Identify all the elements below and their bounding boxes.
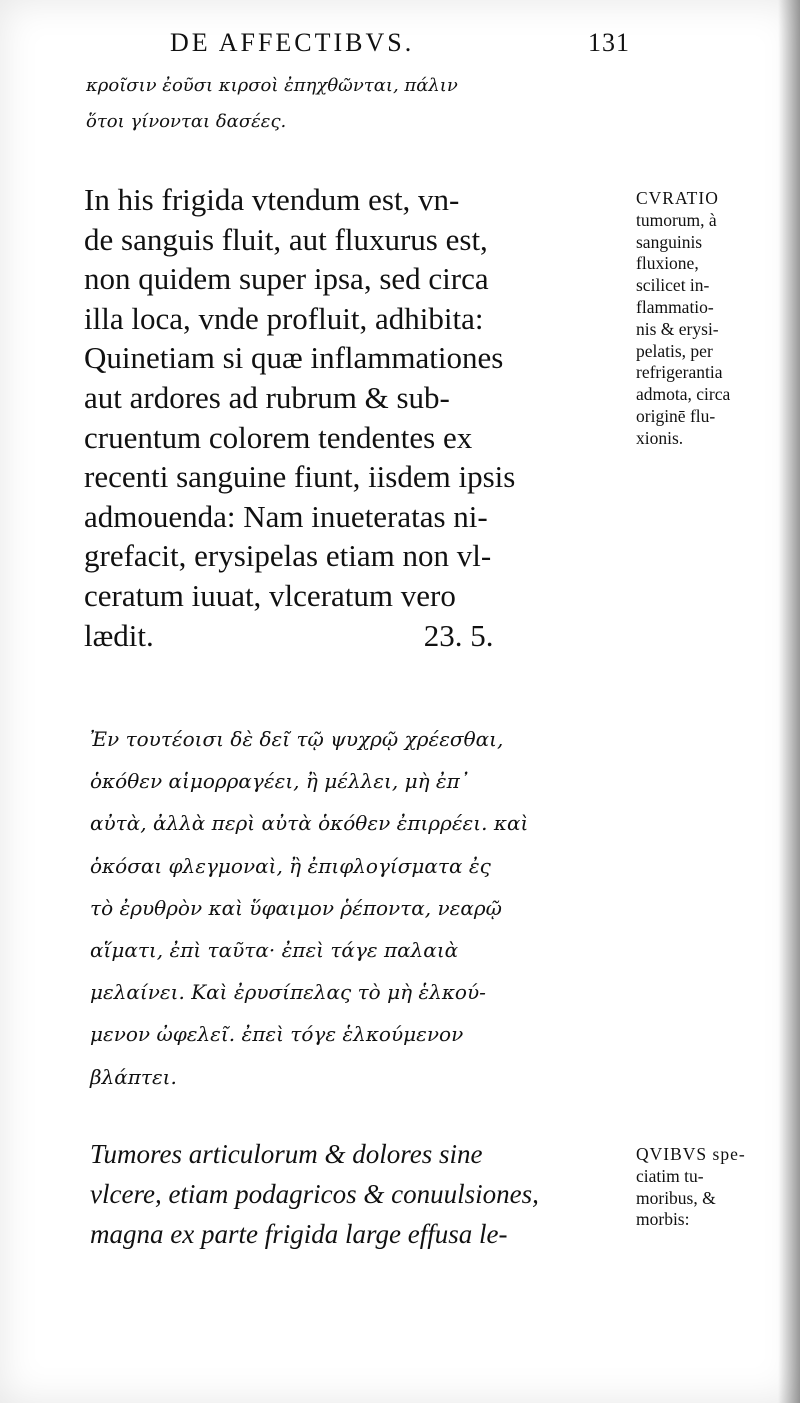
greek-line: αἵματι, ἐπὶ ταῦτα· ἐπεὶ τάγε παλαιὰ <box>90 938 459 963</box>
greek-top-lines <box>86 68 458 140</box>
margin-note-line: moribus, & <box>636 1187 716 1208</box>
running-head-title: DE AFFECTIBVS. <box>170 28 415 57</box>
margin-note-curatio <box>636 188 796 450</box>
latin-line: In his frigida vtendum est, vn- <box>84 182 460 217</box>
margin-note-line: refrigerantia <box>636 362 723 383</box>
latin-line: de sanguis fluit, aut fluxurus est, <box>84 221 488 257</box>
latin-line: ceratum iuuat, vlceratum vero <box>84 577 456 613</box>
latin-line: recenti sanguine fiunt, iisdem ipsis <box>84 459 516 495</box>
margin-note-line: admota, circa <box>636 384 731 405</box>
margin-note-quibus <box>636 1144 796 1231</box>
latin-line: grefacit, erysipelas etiam non vl- <box>84 538 492 574</box>
margin-note-line: fluxione, <box>636 253 699 274</box>
greek-line: μελαίνει. Καὶ ἐρυσίπελας τὸ μὴ ἑλκού- <box>90 980 486 1005</box>
margin-note-head: CVRATIO <box>636 188 719 208</box>
latin-line: Quinetiam si quæ inflammationes <box>84 340 504 376</box>
latin-line: non quidem super ipsa, sed circa <box>84 261 489 297</box>
latin-line-last <box>84 616 634 656</box>
running-head <box>170 28 630 62</box>
margin-note-line: flammatio- <box>636 296 714 317</box>
greek-line: τὸ ἐρυθρὸν καὶ ὕφαιμον ῥέποντα, νεαρῷ <box>90 895 502 920</box>
latin-italic-paragraph <box>90 1134 539 1254</box>
italic-line: vlcere, etiam podagricos & conuulsiones, <box>90 1179 539 1209</box>
italic-line: magna ex parte frigida large effusa le- <box>90 1219 508 1249</box>
italic-line: Tumores articulorum & dolores sine <box>90 1139 483 1169</box>
greek-line: βλάπτει. <box>90 1064 177 1089</box>
greek-line: ὁκόθεν αἱμορραγέει, ἢ μέλλει, μὴ ἐπ᾽ <box>90 769 470 794</box>
margin-note-line: originē flu- <box>636 405 716 426</box>
margin-note-line: scilicet in- <box>636 275 710 296</box>
margin-note-head: QVIBVS spe- <box>636 1144 746 1164</box>
greek-line: αὐτὰ, ἀλλὰ περὶ αὐτὰ ὁκόθεν ἐπιρρέει. καὶ <box>90 811 529 836</box>
section-number: 23. 5. <box>423 617 494 653</box>
margin-note-line: tumorum, à <box>636 209 717 230</box>
greek-top-line: κροῖσιν ἐοῦσι κιρσοὶ ἐπηχθῶνται, πάλιν <box>86 75 458 96</box>
show-through-texture <box>640 560 790 680</box>
greek-line: μενον ὠφελεῖ. ἐπεὶ τόγε ἑλκούμενον <box>90 1022 464 1047</box>
latin-paragraph-1 <box>84 180 634 655</box>
margin-note-line: xionis. <box>636 427 684 448</box>
latin-line: cruentum colorem tendentes ex <box>84 419 473 455</box>
margin-note-line: sanguinis <box>636 231 703 252</box>
margin-note-line: morbis: <box>636 1209 690 1230</box>
greek-line: ὁκόσαι φλεγμοναὶ, ἢ ἐπιφλογίσματα ἐς <box>90 853 491 878</box>
latin-line: illa loca, vnde profluit, adhibita: <box>84 300 484 336</box>
latin-line: admouenda: Nam inueteratas ni- <box>84 498 488 534</box>
latin-line: aut ardores ad rubrum & sub- <box>84 379 450 415</box>
greek-top-line: ὅτοι γίνονται δασέες. <box>86 111 287 132</box>
margin-note-line: nis & erysi- <box>636 318 719 339</box>
margin-note-line: pelatis, per <box>636 340 713 361</box>
greek-paragraph <box>90 718 528 1098</box>
greek-line: Ἐν τουτέοισι δὲ δεῖ τῷ ψυχρῷ χρέεσθαι, <box>90 727 504 751</box>
page-number: 131 <box>588 28 630 57</box>
margin-note-line: ciatim tu- <box>636 1165 704 1186</box>
latin-line: lædit. <box>84 617 154 653</box>
